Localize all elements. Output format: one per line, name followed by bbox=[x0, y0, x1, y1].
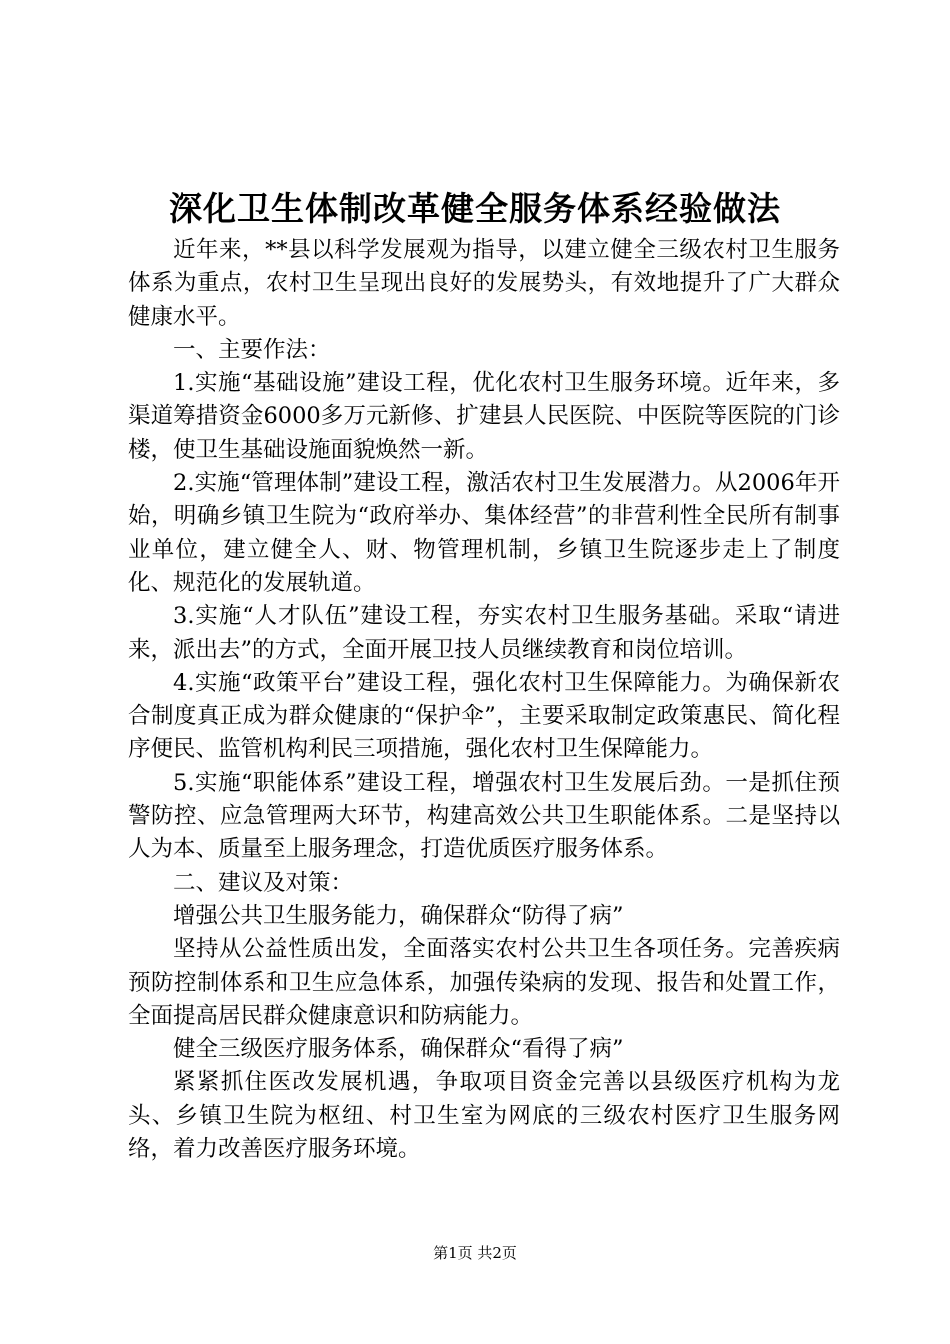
paragraph-medical-service: 紧紧抓住医改发展机遇，争取项目资金完善以县级医疗机构为龙头、乡镇卫生院为枢纽、村卫生室为网底的三级农村医疗卫生服务网络，着力改善医疗服务环境。 bbox=[128, 1069, 840, 1163]
paragraph-item-2: 2.实施“管理体制”建设工程，激活农村卫生发展潜力。从2006年开始，明确乡镇卫生院为“政府举办、集体经营”的非营利性全民所有制事业单位，建立健全人、财、物管理机制，乡镇卫生院逐步走上了制度化、规范化的发展轨道。 bbox=[128, 470, 840, 596]
document-body bbox=[128, 234, 840, 1166]
paragraph-public-health: 坚持从公益性质出发，全面落实农村公共卫生各项任务。完善疾病预防控制体系和卫生应急体系，加强传染病的发现、报告和处置工作，全面提高居民群众健康意识和防病能力。 bbox=[128, 936, 840, 1029]
paragraph-item-4: 4.实施“政策平台”建设工程，强化农村卫生保障能力。为确保新农合制度真正成为群众健康的“保护伞”，主要采取制定政策惠民、简化程序便民、监管机构利民三项措施，强化农村卫生保障能力。 bbox=[128, 669, 840, 763]
page-number-footer: 第1页 共2页 bbox=[433, 1244, 517, 1262]
document-title: 深化卫生体制改革健全服务体系经验做法 bbox=[169, 189, 781, 228]
paragraph-item-1: 1.实施“基础设施”建设工程，优化农村卫生服务环境。近年来，多渠道筹措资金6000多万元新修、扩建县人民医院、中医院等医院的门诊楼，使卫生基础设施面貌焕然一新。 bbox=[128, 370, 840, 463]
paragraph-intro: 近年来，**县以科学发展观为指导，以建立健全三级农村卫生服务体系为重点，农村卫生呈现出良好的发展势头，有效地提升了广大群众健康水平。 bbox=[128, 237, 840, 330]
paragraph-item-3: 3.实施“人才队伍”建设工程，夯实农村卫生服务基础。采取“请进来，派出去”的方式，全面开展卫技人员继续教育和岗位培训。 bbox=[128, 603, 840, 663]
section-heading-suggestions: 二、建议及对策： bbox=[173, 869, 354, 896]
subheading-medical-service: 健全三级医疗服务体系，确保群众“看得了病” bbox=[173, 1036, 624, 1063]
subheading-public-health: 增强公共卫生服务能力，确保群众“防得了病” bbox=[173, 902, 624, 929]
section-heading-main-practices: 一、主要作法： bbox=[173, 336, 331, 363]
paragraph-item-5: 5.实施“职能体系”建设工程，增强农村卫生发展后劲。一是抓住预警防控、应急管理两大环节，构建高效公共卫生职能体系。二是坚持以人为本、质量至上服务理念，打造优质医疗服务体系。 bbox=[128, 769, 840, 863]
